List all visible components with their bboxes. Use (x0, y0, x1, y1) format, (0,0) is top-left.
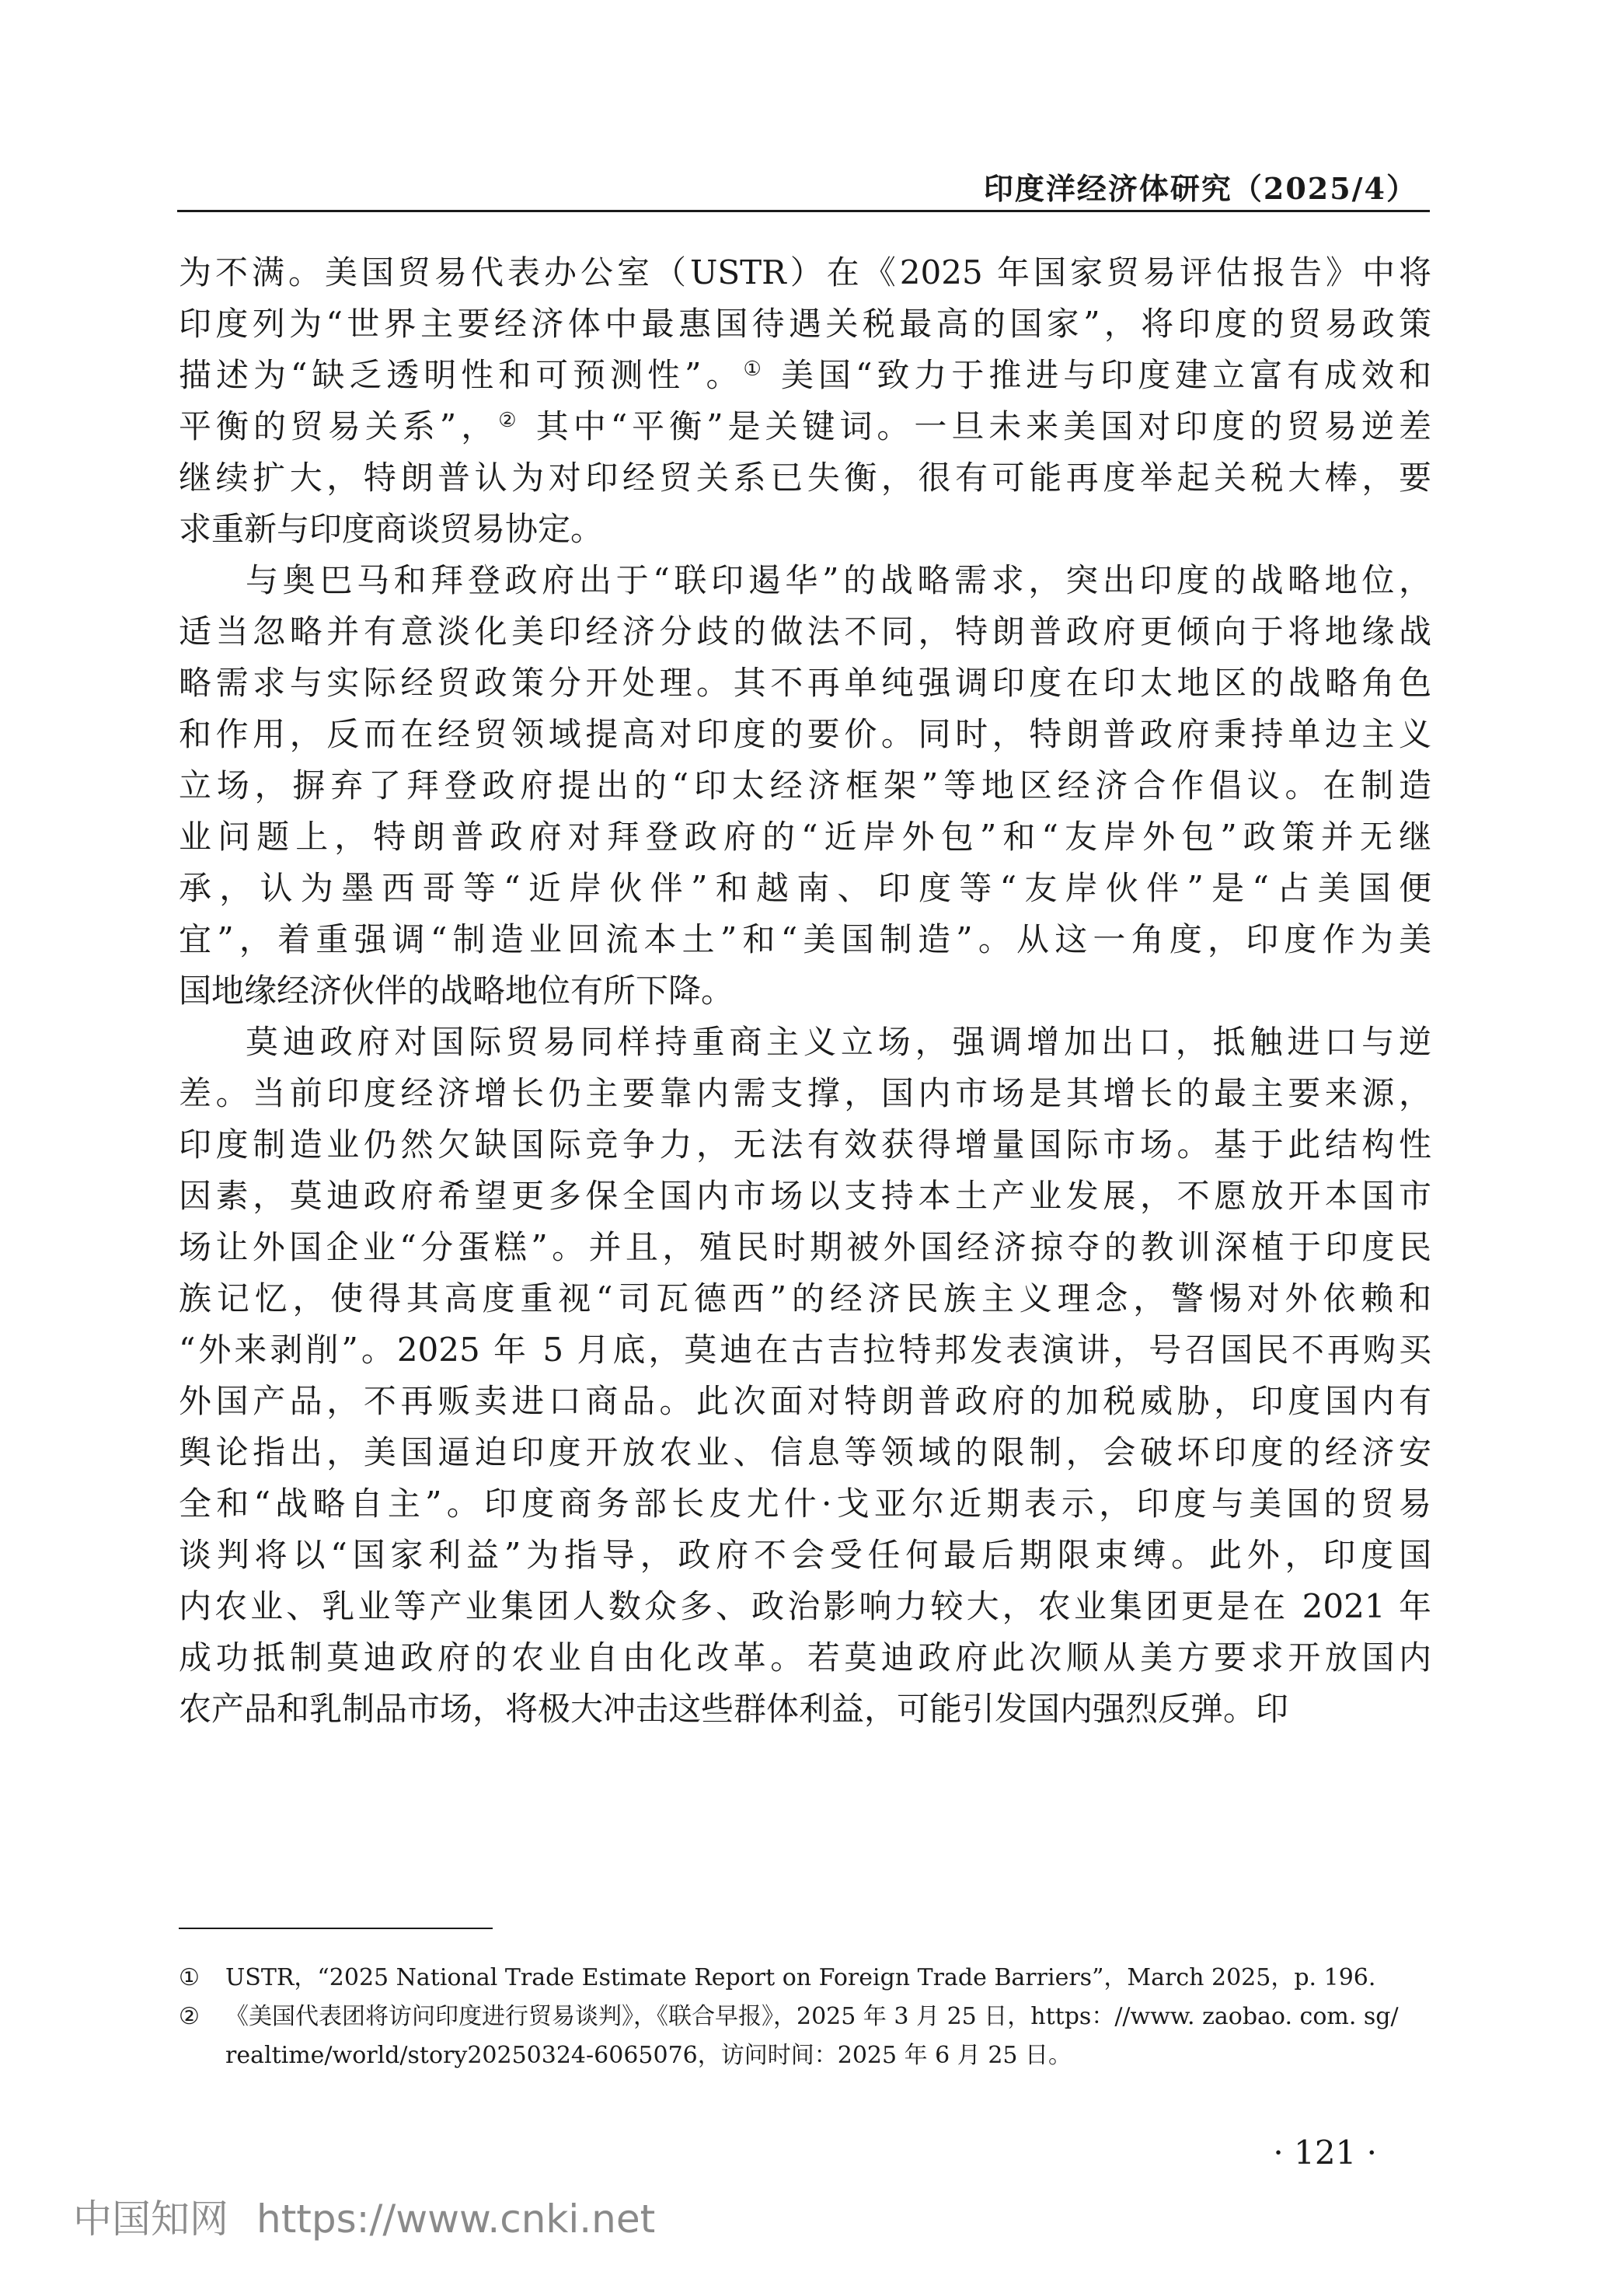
text-line (179, 298, 1431, 350)
text-line (179, 606, 1431, 658)
line-text: 宜”，着重强调“制造业回流本土”和“美国制造”。从这一角度，印度作为美 (179, 920, 1431, 958)
line-text: 成功抵制莫迪政府的农业自由化改革。若莫迪政府此次顺从美方要求开放国内 (179, 1638, 1431, 1677)
line-text: 印度列为“世界主要经济体中最惠国待遇关税最高的国家”，将印度的贸易政策 (179, 305, 1431, 343)
line-text: 内农业、乳业等产业集团人数众多、政治影响力较大，农业集团更是在 2021 年 (179, 1587, 1431, 1625)
text-line (179, 452, 1431, 504)
text-line (179, 401, 1431, 452)
text-line (179, 1324, 1431, 1376)
text-line (179, 1017, 1431, 1068)
line-text-continued: 其中“平衡”是关键词。一旦未来美国对印度的贸易逆差 (521, 407, 1431, 445)
line-text: 继续扩大，特朗普认为对印经贸关系已失衡，很有可能再度举起关税大棒，要 (179, 459, 1431, 497)
line-text: 与奥巴马和拜登政府出于“联印遏华”的战略需求，突出印度的战略地位， (246, 561, 1431, 599)
footnote-line (179, 1959, 1431, 1998)
text-line (179, 1581, 1431, 1632)
text-line (179, 1273, 1431, 1324)
running-header: 印度洋经济体研究（2025/4） (983, 171, 1417, 206)
line-text: 全和“战略自主”。印度商务部长皮尤什·戈亚尔近期表示，印度与美国的贸易 (179, 1485, 1431, 1523)
footnote-reference[interactable]: ① (743, 358, 766, 381)
line-text: 舆论指出，美国逼迫印度开放农业、信息等领域的限制，会破坏印度的经济安 (179, 1433, 1431, 1471)
line-text: 适当忽略并有意淡化美印经济分歧的做法不同，特朗普政府更倾向于将地缘战 (179, 612, 1431, 651)
line-text: 略需求与实际经贸政策分开处理。其不再单纯强调印度在印太地区的战略角色 (179, 664, 1431, 702)
footnote-marker: ② (179, 2003, 200, 2030)
line-text: 描述为“缺乏透明性和可预测性”。 (179, 356, 744, 394)
text-line (179, 965, 1431, 1017)
text-line (179, 914, 1431, 965)
footnotes (179, 1959, 1431, 2075)
text-line (179, 247, 1431, 298)
header-rule (177, 210, 1430, 212)
footnote-line (179, 1998, 1431, 2036)
text-line (179, 350, 1431, 401)
watermark (73, 2188, 655, 2244)
text-line (179, 1632, 1431, 1684)
body-text (179, 247, 1431, 1735)
text-line (179, 1068, 1431, 1119)
text-line (179, 863, 1431, 914)
text-line (179, 1222, 1431, 1273)
text-line (179, 1530, 1431, 1581)
line-text: 差。当前印度经济增长仍主要靠内需支撑，国内市场是其增长的最主要来源， (179, 1074, 1431, 1112)
paragraph-3 (179, 1017, 1431, 1735)
text-line (179, 1376, 1431, 1427)
footnote-reference[interactable]: ② (498, 409, 521, 432)
text-line (179, 1684, 1431, 1735)
line-text-continued: 美国“致力于推进与印度建立富有成效和 (765, 356, 1431, 394)
line-text: 农产品和乳制品市场，将极大冲击这些群体利益，可能引发国内强烈反弹。印 (179, 1690, 1289, 1728)
line-text: 为不满。美国贸易代表办公室（USTR）在《2025 年国家贸易评估报告》中将 (179, 253, 1431, 291)
text-line (179, 709, 1431, 760)
line-text: 和作用，反而在经贸领域提高对印度的要价。同时，特朗普政府秉持单边主义 (179, 715, 1431, 753)
watermark-brand: 中国知网 (73, 2197, 228, 2242)
footnote-text: realtime/world/story20250324-6065076，访问时间：2025 年 6 月 25 日。 (225, 2042, 1072, 2069)
line-text: 因素，莫迪政府希望更多保全国内市场以支持本土产业发展，不愿放开本国市 (179, 1177, 1431, 1215)
line-text: 印度制造业仍然欠缺国际竞争力，无法有效获得增量国际市场。基于此结构性 (179, 1125, 1431, 1164)
text-line (179, 760, 1431, 811)
page-number: · 121 · (1273, 2134, 1377, 2172)
text-line (179, 658, 1431, 709)
line-text: 求重新与印度商谈贸易协定。 (179, 510, 604, 548)
text-line (179, 1119, 1431, 1171)
line-text: 莫迪政府对国际贸易同样持重商主义立场，强调增加出口，抵触进口与逆 (246, 1023, 1431, 1061)
footnote-text: USTR，“2025 National Trade Estimate Report on Foreign Trade Barriers”，March 2025，p. 196. (225, 1964, 1376, 1991)
text-line (179, 811, 1431, 863)
line-text: 平衡的贸易关系”， (179, 407, 499, 445)
line-text: 业问题上，特朗普政府对拜登政府的“近岸外包”和“友岸外包”政策并无继 (179, 818, 1431, 856)
footnote-line (179, 2036, 1431, 2075)
text-line (179, 504, 1431, 555)
paragraph-2 (179, 555, 1431, 1017)
line-text: 场让外国企业“分蛋糕”。并且，殖民时期被外国经济掠夺的教训深植于印度民 (179, 1228, 1431, 1266)
line-text: 外国产品，不再贩卖进口商品。此次面对特朗普政府的加税威胁，印度国内有 (179, 1382, 1431, 1420)
line-text: 承，认为墨西哥等“近岸伙伴”和越南、印度等“友岸伙伴”是“占美国便 (179, 869, 1431, 907)
line-text: 立场，摒弃了拜登政府提出的“印太经济框架”等地区经济合作倡议。在制造 (179, 766, 1431, 804)
line-text: 国地缘经济伙伴的战略地位有所下降。 (179, 972, 734, 1010)
text-line (179, 555, 1431, 606)
watermark-url: https://www.cnki.net (256, 2197, 656, 2242)
text-line (179, 1171, 1431, 1222)
paragraph-1 (179, 247, 1431, 555)
line-text: “外来剥削”。2025 年 5 月底，莫迪在古吉拉特邦发表演讲，号召国民不再购买 (179, 1331, 1431, 1369)
footnote-rule (179, 1928, 493, 1929)
footnote-marker: ① (179, 1964, 200, 1991)
line-text: 谈判将以“国家利益”为指导，政府不会受任何最后期限束缚。此外，印度国 (179, 1536, 1431, 1574)
footnote-text: 《美国代表团将访问印度进行贸易谈判》，《联合早报》，2025 年 3 月 25 日，https：//www. zaobao. com. sg/ (225, 2003, 1399, 2030)
line-text: 族记忆，使得其高度重视“司瓦德西”的经济民族主义理念，警惕对外依赖和 (179, 1279, 1431, 1317)
text-line (179, 1427, 1431, 1478)
text-line (179, 1478, 1431, 1530)
